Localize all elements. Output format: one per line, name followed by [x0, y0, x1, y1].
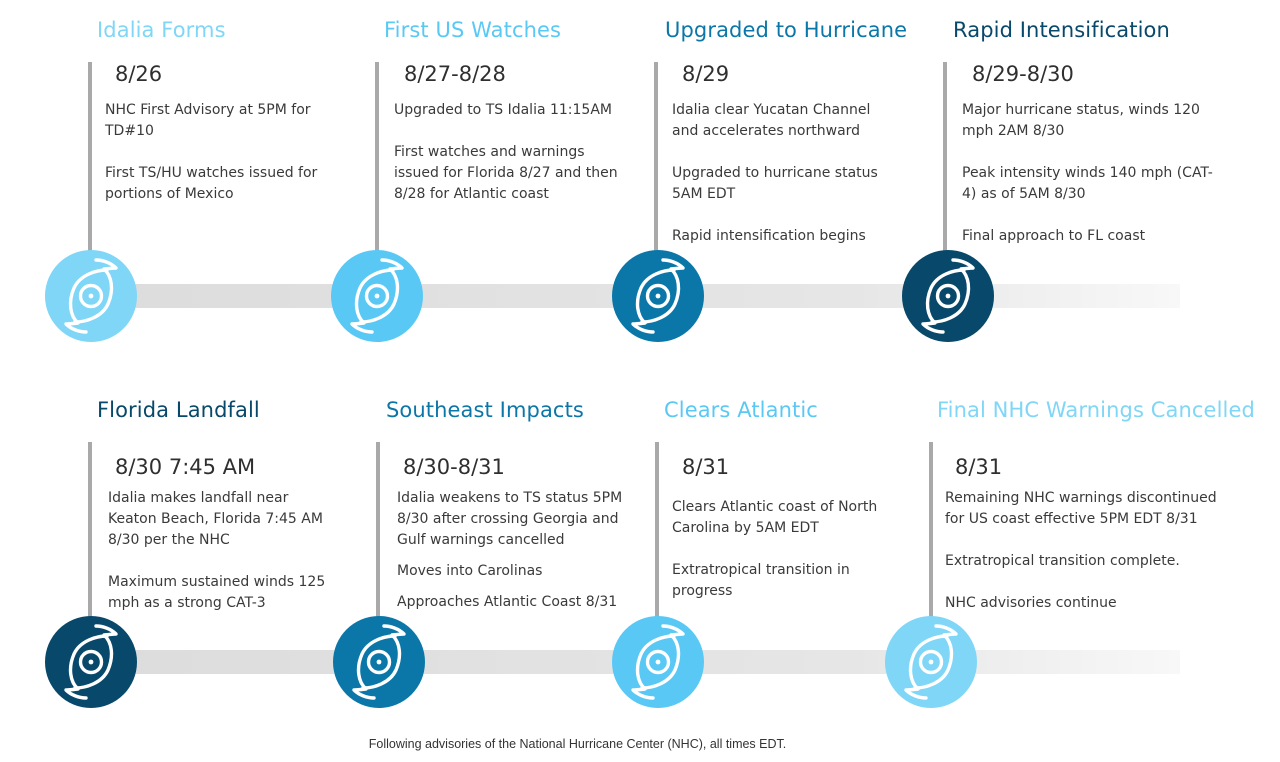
event-final-nhc-warnings-cancelled — [885, 380, 1265, 740]
hurricane-badge — [902, 250, 994, 342]
event-date: 8/29 — [682, 62, 730, 86]
event-details — [108, 488, 338, 635]
event-detail-item: Peak intensity winds 140 mph (CAT-4) as of 5AM 8/30 — [962, 165, 1213, 202]
event-detail-item: Extratropical transition in progress — [672, 562, 850, 599]
event-connector-line — [375, 62, 379, 252]
event-first-us-watches — [331, 0, 621, 360]
event-details — [394, 100, 619, 226]
event-details — [397, 488, 637, 623]
event-details — [672, 497, 897, 623]
hurricane-badge — [333, 616, 425, 708]
event-connector-line — [376, 442, 380, 622]
event-detail-item: Approaches Atlantic Coast 8/31 — [397, 594, 618, 610]
hurricane-badge — [45, 616, 137, 708]
event-southeast-impacts — [333, 380, 623, 740]
event-detail-item: Remaining NHC warnings discontinued for US coast effective 5PM EDT 8/31 — [945, 490, 1217, 527]
event-title: Idalia Forms — [97, 18, 226, 42]
event-details — [105, 100, 335, 226]
hurricane-icon — [45, 250, 137, 342]
event-date: 8/27-8/28 — [404, 62, 506, 86]
event-detail-item: Moves into Carolinas — [397, 563, 543, 579]
event-detail-item: First watches and warnings issued for Florida 8/27 and then 8/28 for Atlantic coast — [394, 144, 618, 202]
event-details — [672, 100, 887, 268]
event-idalia-forms — [45, 0, 335, 360]
event-date: 8/31 — [682, 455, 730, 479]
event-title: Upgraded to Hurricane — [665, 18, 908, 42]
event-date: 8/30-8/31 — [403, 455, 505, 479]
event-title: Rapid Intensification — [953, 18, 1170, 42]
event-detail-item: Clears Atlantic coast of North Carolina by 5AM EDT — [672, 499, 878, 536]
event-detail-item: Major hurricane status, winds 120 mph 2AM 8/30 — [962, 102, 1200, 139]
event-clears-atlantic — [612, 380, 902, 740]
hurricane-icon — [885, 616, 977, 708]
event-detail-item: NHC advisories continue — [945, 595, 1117, 611]
event-detail-item: NHC First Advisory at 5PM for TD#10 — [105, 102, 311, 139]
timeline-row-bottom — [0, 380, 1280, 740]
hurricane-icon — [612, 616, 704, 708]
event-rapid-intensification — [902, 0, 1213, 360]
event-detail-item: Idalia clear Yucatan Channel and accelerates northward — [672, 102, 871, 139]
event-title: Southeast Impacts — [386, 398, 584, 422]
event-details — [962, 100, 1222, 268]
event-connector-line — [88, 442, 92, 622]
event-detail-item: Extratropical transition complete. — [945, 553, 1180, 569]
event-detail-item: Rapid intensification begins — [672, 228, 866, 244]
hurricane-icon — [612, 250, 704, 342]
event-connector-line — [88, 62, 92, 252]
hurricane-badge — [885, 616, 977, 708]
event-detail-item: Idalia weakens to TS status 5PM 8/30 after crossing Georgia and Gulf warnings cancelled — [397, 490, 623, 548]
event-title: Florida Landfall — [97, 398, 260, 422]
event-detail-item: Upgraded to hurricane status 5AM EDT — [672, 165, 878, 202]
hurricane-icon — [333, 616, 425, 708]
event-title: Final NHC Warnings Cancelled — [937, 398, 1255, 422]
hurricane-icon — [902, 250, 994, 342]
event-detail-item: Maximum sustained winds 125 mph as a strong CAT-3 — [108, 574, 326, 611]
event-date: 8/26 — [115, 62, 163, 86]
hurricane-badge — [612, 616, 704, 708]
event-connector-line — [929, 442, 933, 622]
event-detail-item: Idalia makes landfall near Keaton Beach, Florida 7:45 AM 8/30 per the NHC — [108, 490, 323, 548]
hurricane-badge — [331, 250, 423, 342]
event-detail-item: Final approach to FL coast — [962, 228, 1146, 244]
event-title: First US Watches — [384, 18, 562, 42]
event-upgraded-to-hurricane — [612, 0, 908, 360]
event-connector-line — [943, 62, 947, 252]
timeline-row-top — [0, 0, 1280, 360]
hurricane-badge — [612, 250, 704, 342]
hurricane-icon — [45, 616, 137, 708]
event-detail-item: First TS/HU watches issued for portions of Mexico — [105, 165, 318, 202]
event-florida-landfall — [45, 380, 335, 740]
event-date: 8/30 7:45 AM — [115, 455, 256, 479]
event-detail-item: Upgraded to TS Idalia 11:15AM — [394, 102, 612, 118]
event-date: 8/29-8/30 — [972, 62, 1074, 86]
hurricane-badge — [45, 250, 137, 342]
event-details — [945, 488, 1235, 635]
event-date: 8/31 — [955, 455, 1003, 479]
footer-note: Following advisories of the National Hurricane Center (NHC), all times EDT. — [368, 737, 787, 751]
event-connector-line — [654, 62, 658, 252]
event-title: Clears Atlantic — [664, 398, 818, 422]
event-connector-line — [655, 442, 659, 622]
hurricane-icon — [331, 250, 423, 342]
